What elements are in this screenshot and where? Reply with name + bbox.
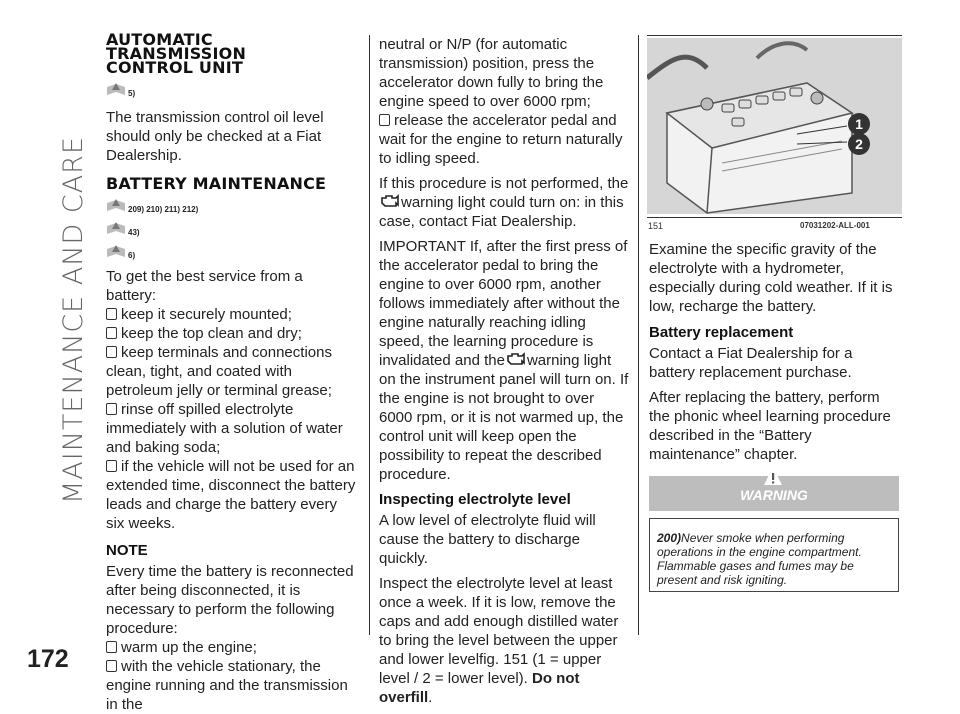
column-2 xyxy=(379,35,631,707)
bullet-item: with the vehicle stationary, the engine running and the transmission in the xyxy=(106,658,348,713)
bullet-item: keep the top clean and dry; xyxy=(106,324,356,343)
figure-code: 07031202-ALL-001 xyxy=(800,221,870,230)
heading-battery-maintenance: BATTERY MAINTENANCE xyxy=(106,174,327,193)
bullet-icon xyxy=(106,403,117,415)
bullet-item: warm up the engine; xyxy=(106,638,356,657)
engine-warning-icon xyxy=(379,193,401,209)
warning-body xyxy=(649,518,899,592)
paragraph: If this procedure is not performed, the warning light could turn on: in this case, contact Fiat Dealership. xyxy=(379,175,629,230)
column-divider xyxy=(369,35,370,635)
bullet-item: if the vehicle will not be used for an extended time, disconnect the battery leads and charge the battery every six weeks. xyxy=(106,458,356,532)
paragraph: Every time the battery is reconnected after being disconnected, it is necessary to perform the following procedure: xyxy=(106,563,354,637)
reference-number: 5) xyxy=(128,89,136,98)
reference-number: 43) xyxy=(128,228,140,237)
note-heading: NOTE xyxy=(106,542,148,559)
paragraph: Contact a Fiat Dealership for a battery replacement purchase. xyxy=(649,345,853,381)
warning-ref-line xyxy=(106,243,356,261)
paragraph: neutral or N/P (for automatic transmission) position, press the accelerator down fully to bring the engine speed to over 6000 rpm; xyxy=(379,36,604,110)
paragraph: A low level of electrolyte fluid will cause the battery to discharge quickly. xyxy=(379,512,596,567)
bullet-icon xyxy=(379,114,390,126)
book-warning-icon xyxy=(106,197,126,213)
paragraph: IMPORTANT If, after the first press of the accelerator pedal to bring the engine to over 6000 rpm, another follows immediately after without the engine naturally reaching idling speed, the learning procedure is invalidated and the warning light on the instrument panel will turn on. If the engine is not brought to over 6000 rpm, or it is not warmed up, the control unit will keep open the possibility to repeat the described procedure. xyxy=(379,238,629,483)
figure-top-rule xyxy=(647,35,902,36)
figure-bottom-rule xyxy=(647,217,902,218)
book-warning-icon xyxy=(106,220,126,236)
bullet-icon xyxy=(106,460,117,472)
subheading-battery-replacement: Battery replacement xyxy=(649,324,794,341)
warning-ref: 200) xyxy=(657,531,682,545)
warning-ref-line xyxy=(106,81,356,99)
page-number: 172 xyxy=(27,645,69,673)
bullet-item: release the accelerator pedal and wait for the engine to return naturally to idling speed. xyxy=(379,112,623,167)
paragraph: To get the best service from a battery: xyxy=(106,268,303,304)
bullet-item: rinse off spilled electrolyte immediately with a solution of water and baking soda; xyxy=(106,401,343,456)
bullet-item: keep it securely mounted; xyxy=(106,305,356,324)
engine-warning-icon xyxy=(505,351,527,367)
warning-text: 200)Never smoke when performing operations in the engine compartment. Flammable gases and fumes may be present and risk igniting. xyxy=(657,531,862,587)
paragraph: After replacing the battery, perform the phonic wheel learning procedure described in the “Battery maintenance” chapter. xyxy=(649,389,891,463)
battery-figure xyxy=(647,38,902,214)
book-warning-icon xyxy=(106,81,126,97)
paragraph: The transmission control oil level should only be checked at a Fiat Dealership. xyxy=(106,109,324,164)
column-1 xyxy=(106,30,356,714)
paragraph: Examine the specific gravity of the electrolyte with a hydrometer, especially during cold weather. If it is low, recharge the battery. xyxy=(649,241,893,315)
figure-number: 151 xyxy=(648,221,664,231)
reference-number: 6) xyxy=(128,251,136,260)
figure-callout-1: 1 xyxy=(855,116,863,132)
emphasis-text: Do not overfill xyxy=(379,670,580,706)
warning-ref-line xyxy=(106,197,356,215)
warning-ref-line xyxy=(106,220,356,238)
figure-callout-2: 2 xyxy=(855,136,863,152)
warning-title: WARNING xyxy=(740,487,808,503)
bullet-icon xyxy=(106,346,117,358)
book-warning-icon xyxy=(106,243,126,259)
warning-header xyxy=(649,476,899,511)
warning-icon xyxy=(763,466,783,486)
bullet-icon xyxy=(106,327,117,339)
column-divider xyxy=(638,35,639,635)
heading-transmission-control-unit: AUTOMATIC TRANSMISSION CONTROL UNIT xyxy=(106,30,247,77)
bullet-icon xyxy=(106,641,117,653)
column-3 xyxy=(649,240,901,464)
bullet-icon xyxy=(106,660,117,672)
chapter-side-title: MAINTENANCE AND CARE xyxy=(58,135,89,505)
paragraph: Inspect the electrolyte level at least once a week. If it is low, remove the caps and add enough distilled water to bring the level between the upper and lower levelfig. 151 (1 = upper level / 2 = lower level). Do not overfill. xyxy=(379,575,619,706)
bullet-icon xyxy=(106,308,117,320)
subheading-electrolyte-level: Inspecting electrolyte level xyxy=(379,491,571,508)
reference-number: 209) 210) 211) 212) xyxy=(128,205,199,214)
bullet-item: keep terminals and connections clean, tight, and coated with petroleum jelly or terminal grease; xyxy=(106,344,332,399)
